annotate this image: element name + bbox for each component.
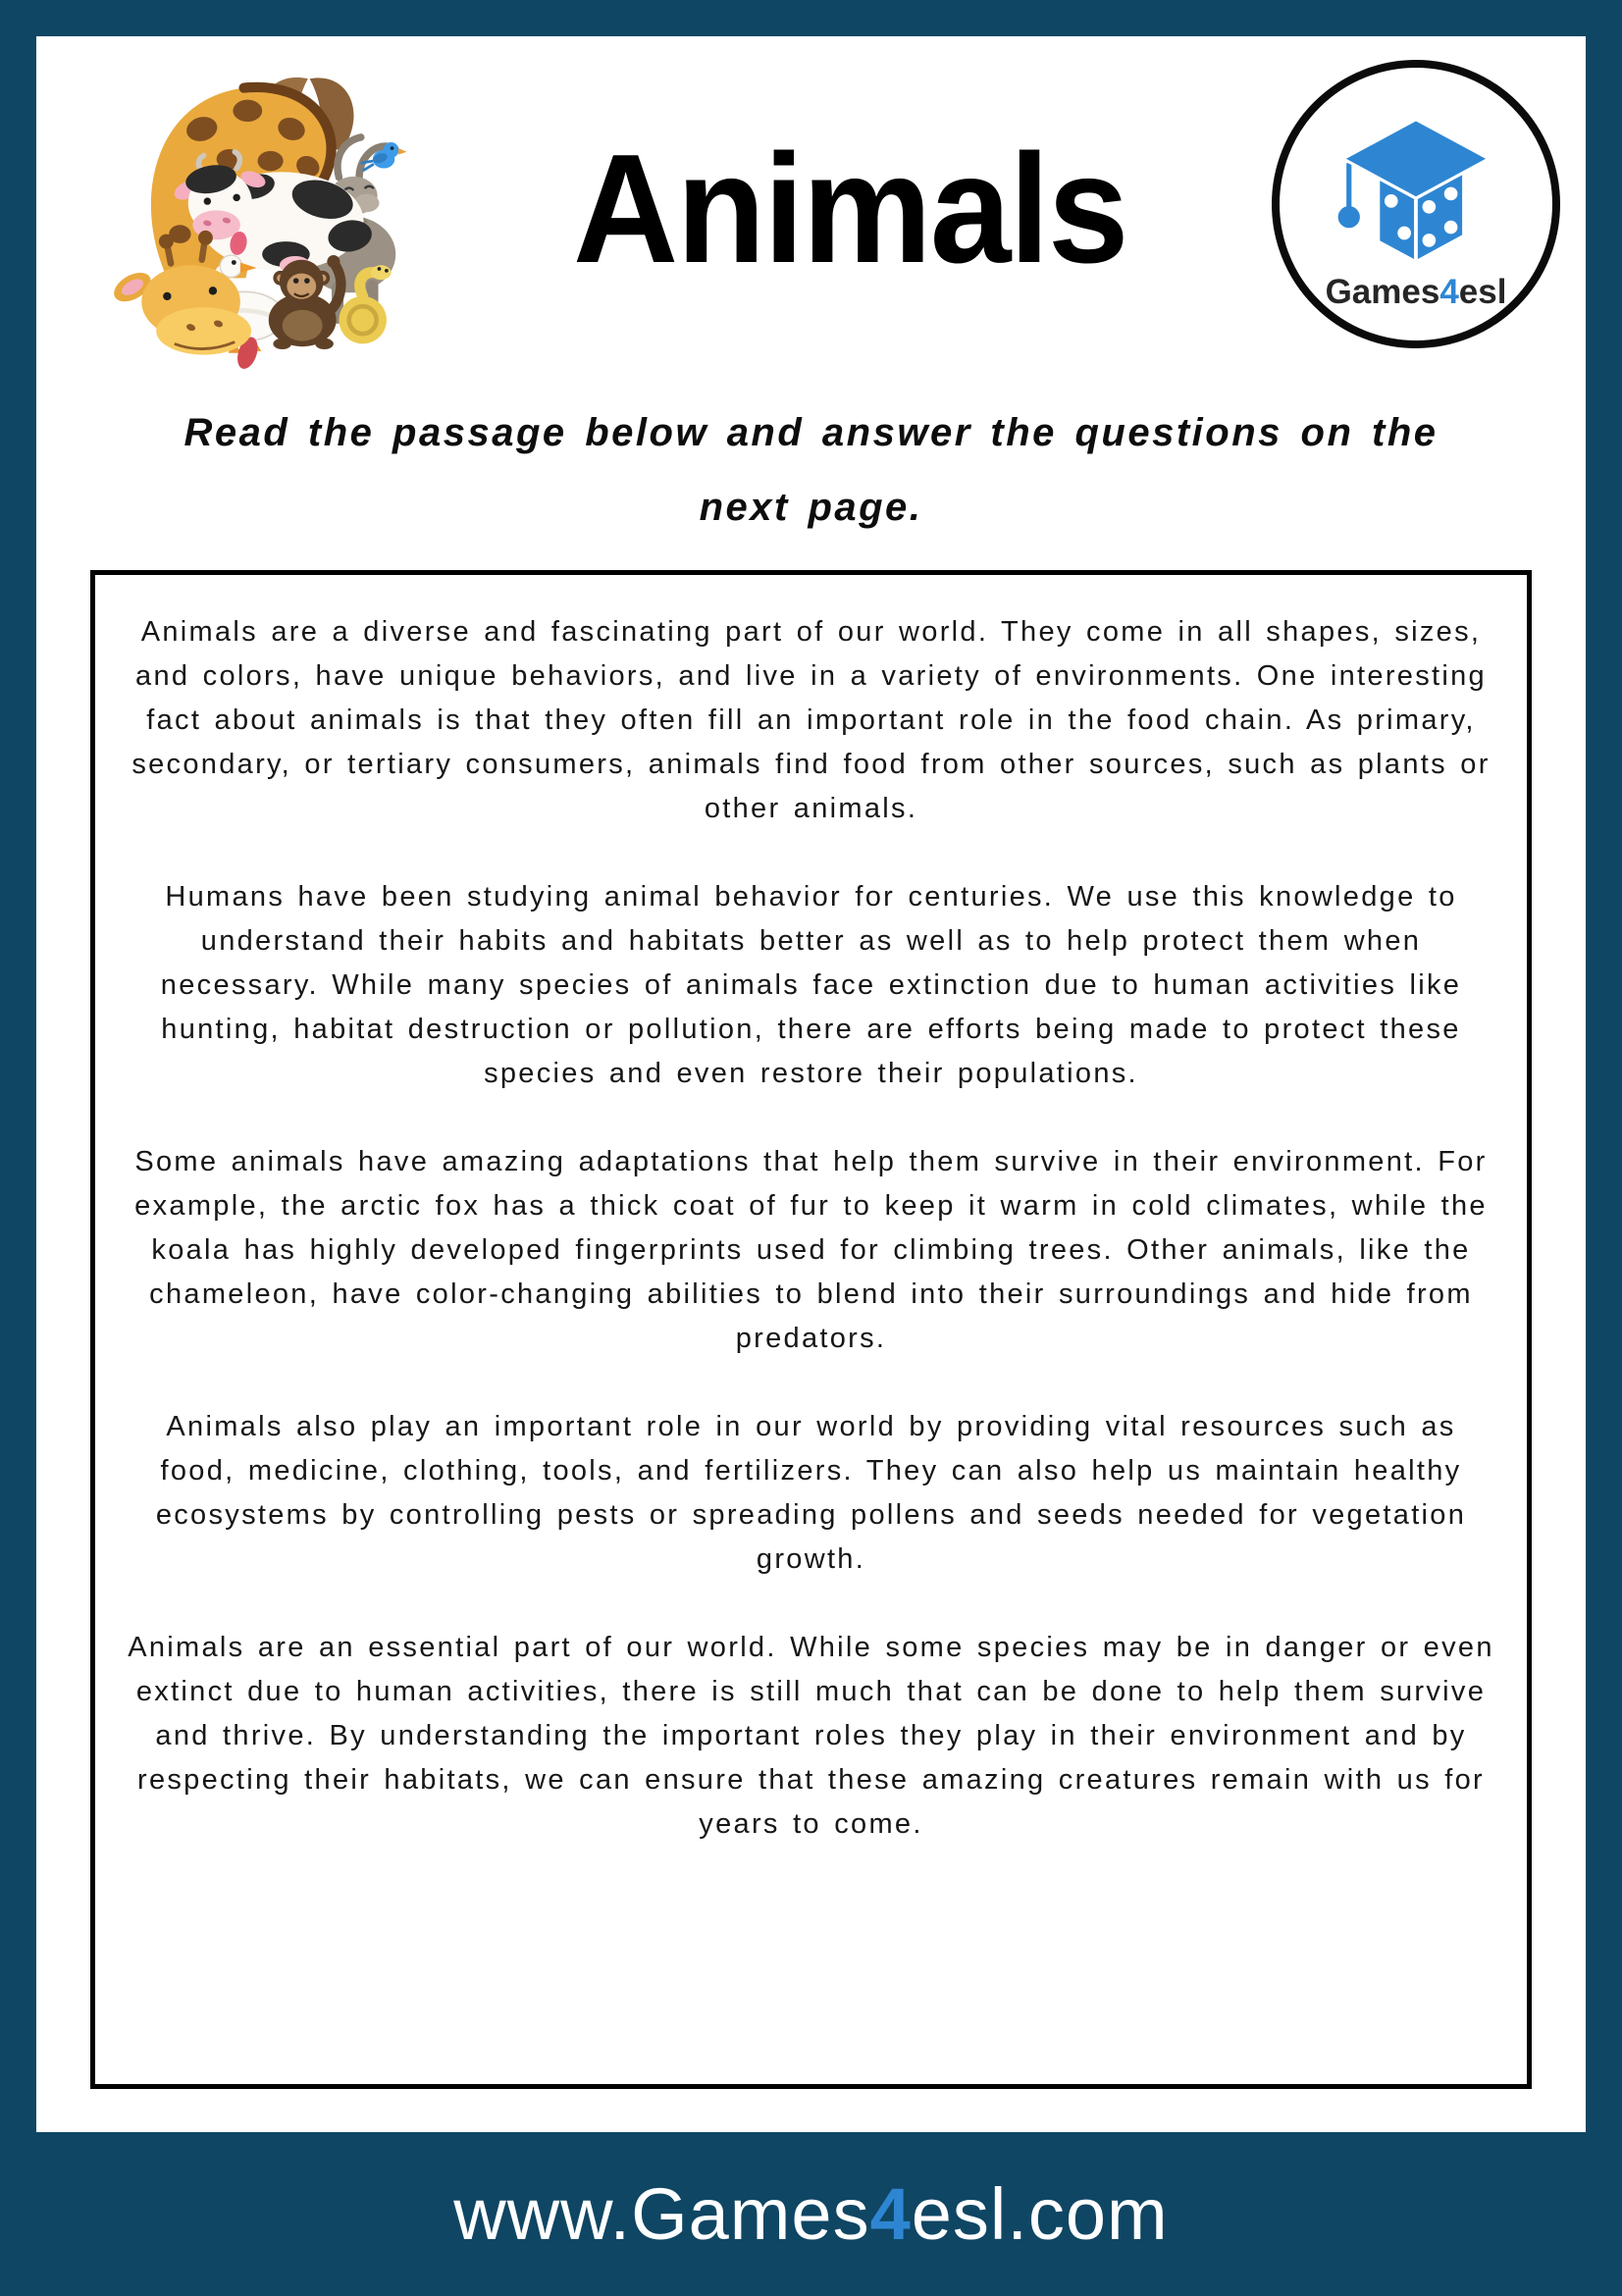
passage-box bbox=[90, 570, 1532, 2089]
footer-bar bbox=[0, 2132, 1622, 2296]
page-title: Animals bbox=[573, 122, 1127, 295]
animals-illustration-svg bbox=[64, 42, 413, 376]
brand-logo bbox=[1272, 60, 1560, 348]
header bbox=[36, 36, 1586, 382]
brand-wordmark bbox=[1326, 273, 1507, 312]
footer-url-suffix: esl.com bbox=[911, 2173, 1169, 2255]
brand-suffix: esl bbox=[1458, 273, 1507, 311]
animals-illustration bbox=[64, 42, 413, 376]
brand-prefix: Games bbox=[1325, 273, 1440, 311]
passage-paragraph: Animals are a diverse and fascinating part of our world. They come in all shapes, sizes, and colors, have unique behaviors, and live in a variety of environments. One interesting fact about animals is that they often fill an important role in the food chain. As primary, secondary, or tertiary consumers, animals find food from other sources, such as plants or other animals. bbox=[131, 616, 1491, 824]
grad-cap-dice-icon bbox=[1329, 102, 1503, 277]
content-area bbox=[36, 36, 1586, 2132]
passage-paragraph: Animals are an essential part of our world. While some species may be in danger or even extinct due to human activities, there is still much that can be done to help them survive and thrive. By understanding the important roles they play in their environment and by respecting their habitats, we can ensure that these amazing creatures remain with us for years to come. bbox=[128, 1632, 1494, 1840]
passage-paragraph: Animals also play an important role in our world by providing vital resources such as food, medicine, clothing, tools, and fertilizers. They can also help us maintain healthy ecosystems by controlling pests or spreading pollens and seeds needed for vegetation growth. bbox=[155, 1411, 1467, 1575]
footer-url-four: 4 bbox=[869, 2173, 912, 2255]
passage-paragraph: Some animals have amazing adaptations that help them survive in their environment. For example, the arctic fox has a thick coat of fur to keep it warm in cold climates, while the koala has highly developed fingerprints used for climbing trees. Other animals, like the chameleon, have color-changing abilities to blend into their surroundings and hide from predators. bbox=[134, 1146, 1488, 1354]
instruction-text: Read the passage below and answer the questions on the next page. bbox=[183, 411, 1439, 529]
footer-url-prefix: www.Games bbox=[453, 2173, 870, 2255]
footer-url bbox=[453, 2172, 1168, 2256]
brand-four: 4 bbox=[1439, 273, 1459, 311]
passage-paragraph: Humans have been studying animal behavior for centuries. We use this knowledge to understand their habits and habitats better as well as to help protect them when necessary. While many species of animals face extinction due to human activities like hunting, habitat destruction or pollution, there are efforts being made to protect these species and even restore their populations. bbox=[160, 881, 1462, 1089]
